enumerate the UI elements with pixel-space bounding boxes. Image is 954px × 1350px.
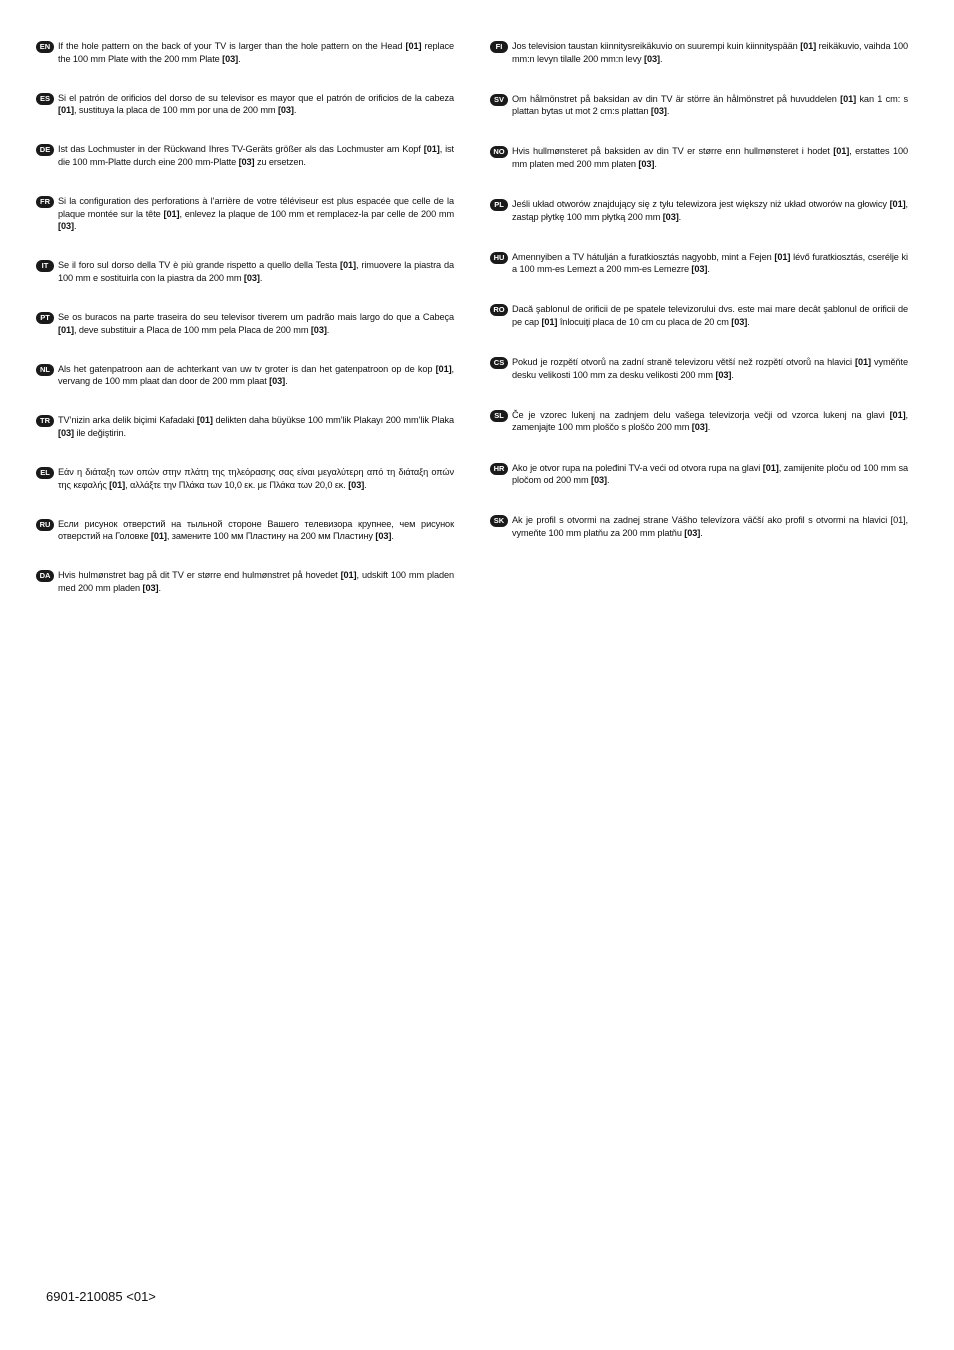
instruction-text: Dacă şablonul de orificii de pe spatele televizorului dvs. este mai mare decât şablonul de orificii de pe cap [512, 304, 908, 328]
instruction-text: , замените 100 мм Пластину на 200 мм Пластину [166, 531, 376, 542]
part-reference: [03] [684, 527, 701, 538]
instruction-text: Ist das Lochmuster in der Rückwand Ihres TV-Geräts größer als das Lochmuster am Kopf [58, 144, 424, 155]
part-reference: [03] [58, 428, 74, 438]
instruction-text: , deve substituir a Placa de 100 mm pela Placa de 200 mm [73, 324, 311, 335]
instruction-text: Si la configuration des perforations à l’arrière de votre téléviseur est plus espacée que celle de la plaque montée sur la tête [58, 196, 454, 219]
instruction-text: , enlevez la plaque de 100 mm et remplacez-la par celle de 200 mm [179, 208, 455, 219]
language-badge-fr: FR [36, 196, 54, 208]
instruction-text: , sustituya la placa de 100 mm por una de 200 mm [73, 105, 278, 116]
instruction-es [36, 92, 454, 117]
part-reference: [03] [691, 264, 708, 275]
instruction-text: . [326, 324, 330, 335]
part-reference: [01] [163, 208, 180, 219]
language-badge-pt: PT [36, 312, 54, 324]
instruction-text: delikten daha büyükse 100 mm’lik Plakayı 200 mm’lik Plaka [212, 415, 454, 426]
instruction-sl [490, 409, 908, 434]
part-reference: [01] [58, 324, 74, 335]
instruction-text: , zastąp płytkę 100 mm płytką 200 mm [512, 199, 908, 222]
instruction-text: . [238, 53, 241, 64]
part-reference: [03] [142, 583, 159, 594]
part-reference: [01] [435, 363, 452, 374]
instruction-pl [490, 198, 908, 223]
instruction-text: . [654, 158, 657, 169]
part-reference: [01] [423, 144, 440, 155]
language-badge-es: ES [36, 93, 54, 105]
instruction-text: Hvis hulmønstret bag på dit TV er større end hulmønstret på hovedet [58, 570, 341, 581]
instruction-ru [36, 518, 454, 543]
instruction-text: . [259, 272, 263, 283]
instruction-text: vyměňte desku velikosti 100 mm za desku velikosti 200 mm [512, 357, 908, 380]
language-badge-cs: CS [490, 357, 508, 369]
instruction-text: . [731, 369, 734, 380]
part-reference: [03] [348, 479, 365, 490]
instruction-text: Ako je otvor rupa na poleđini TV-a veći od otvora rupa na glavi [512, 462, 763, 473]
part-reference: [03] [715, 369, 732, 380]
instruction-text: , zamenjajte 100 mm ploščo s ploščo 200 mm [512, 409, 908, 433]
part-reference: [03] [691, 422, 708, 433]
part-reference: [03] [222, 53, 239, 64]
part-reference: [01] [109, 479, 126, 490]
instruction-it [36, 259, 454, 284]
instruction-text: . [700, 527, 703, 538]
instruction-text: zu ersetzen. [254, 156, 306, 167]
language-badge-hu: HU [490, 252, 508, 264]
instruction-no [490, 145, 908, 170]
instruction-text: . [606, 475, 610, 486]
part-reference: [01] [840, 93, 857, 104]
instruction-sk [490, 514, 908, 539]
language-badge-fi: FI [490, 41, 508, 53]
part-reference: [03] [58, 221, 74, 232]
language-badge-sv: SV [490, 94, 508, 106]
instruction-cs [490, 356, 908, 381]
instruction-text: . [293, 105, 297, 116]
part-reference: [01] [889, 409, 906, 420]
part-reference: [03] [269, 376, 286, 387]
part-reference: [03] [662, 211, 679, 222]
part-reference: [01] [196, 415, 213, 426]
language-badge-sl: SL [490, 410, 508, 422]
instruction-text: . [285, 376, 288, 387]
instruction-text: înlocuiţi placa de 10 cm cu placa de 20 cm [557, 317, 732, 328]
instruction-text: reikäkuvio, vaihda 100 mm:n levyn tilalle 200 mm:n levy [512, 41, 908, 64]
instruction-text: , zamijenite ploču od 100 mm sa pločom od 200 mm [512, 462, 908, 486]
part-reference: [03] [277, 105, 294, 116]
part-reference: [01] [541, 317, 558, 328]
instruction-en [36, 40, 454, 65]
instruction-text: Če je vzorec lukenj na zadnjem delu vašega televizorja večji od vzorca lukenj na glavi [512, 409, 890, 420]
instruction-text: replace the 100 mm Plate with the 200 mm Plate [58, 41, 454, 64]
instruction-text: Jeśli układ otworów znajdujący się z tyłu telewizora jest większy niż układ otworów na głowicy [512, 199, 890, 210]
language-badge-da: DA [36, 570, 54, 582]
instruction-text: . [364, 479, 367, 490]
instruction-text: Amennyiben a TV hátulján a furatkiosztás nagyobb, mint a Fejen [512, 251, 775, 262]
language-badge-nl: NL [36, 364, 54, 376]
part-reference: [01] [340, 570, 357, 581]
right-column [490, 40, 908, 567]
instruction-text: Als het gatenpatroon aan de achterkant van uw tv groter is dan het gatenpatroon op de kop [58, 363, 436, 374]
instruction-text: Jos television taustan kiinnitysreikäkuvio on suurempi kuin kiinnityspään [512, 41, 801, 51]
instruction-text: Se il foro sul dorso della TV è più grande rispetto a quello della Testa [58, 260, 341, 271]
part-reference: [01] [405, 41, 422, 51]
instruction-text: If the hole pattern on the back of your TV is larger than the hole pattern on the Head [58, 41, 406, 51]
part-reference: [03] [310, 324, 327, 335]
instruction-text: . [73, 221, 77, 232]
part-reference: [01] [833, 146, 850, 157]
instruction-text: , erstattes 100 mm platen med 200 mm platen [512, 146, 908, 169]
instruction-text: Om hålmönstret på baksidan av din TV är större än hålmönstret på huvuddelen [512, 93, 841, 104]
instruction-text: Se os buracos na parte traseira do seu televisor tiverem um padrão mais largo do que a Cabeça [58, 312, 454, 323]
instruction-el [36, 466, 454, 491]
part-reference: [01] [800, 41, 817, 51]
instruction-text: Ak je profil s otvormi na zadnej strane Vášho televízora väčší ako profil s otvormi na hlavici [01], vymeňte 100 mm platňu za 200 mm platňu [512, 515, 908, 538]
instruction-text: . [666, 106, 670, 117]
part-reference: [01] [58, 105, 74, 116]
part-reference: [01] [889, 199, 906, 210]
part-reference: [01] [340, 260, 356, 271]
instruction-pt [36, 311, 454, 336]
instruction-nl [36, 363, 454, 388]
instruction-text: Si el patrón de orificios del dorso de su televisor es mayor que el patrón de orificios de la cabeza [58, 92, 454, 103]
language-badge-no: NO [490, 146, 508, 158]
part-reference: [01] [762, 462, 779, 473]
instruction-text: Если рисунок отверстий на тыльной стороне Вашего телевизора крупнее, чем рисунок отверстий на Головке [58, 518, 454, 542]
instruction-hu [490, 251, 908, 276]
language-badge-hr: HR [490, 463, 508, 475]
instruction-text: , vervang de 100 mm plaat dan door de 200 mm plaat [58, 363, 454, 387]
language-badge-en: EN [36, 41, 54, 53]
instruction-text: ile değiştirin. [73, 428, 126, 438]
language-badge-tr: TR [36, 415, 54, 427]
instruction-text: . [158, 583, 161, 594]
instruction-fi [490, 40, 908, 65]
instruction-text: , udskift 100 mm pladen med 200 mm pladen [58, 570, 454, 594]
part-reference: [01] [855, 357, 871, 368]
part-reference: [01] [150, 531, 167, 542]
language-badge-de: DE [36, 144, 54, 156]
instruction-text: . [747, 317, 750, 328]
instruction-text: . [707, 422, 711, 433]
instruction-text: kan 1 cm: s plattan bytas ut mot 2 cm:s plattan [512, 93, 908, 117]
language-badge-ro: RO [490, 304, 508, 316]
instruction-da [36, 569, 454, 594]
part-reference: [03] [650, 106, 667, 117]
language-badge-pl: PL [490, 199, 508, 211]
language-badge-it: IT [36, 260, 54, 272]
language-badge-ru: RU [36, 519, 54, 531]
instruction-text: Εάν η διάταξη των οπών στην πλάτη της τηλεόρασης σας είναι μεγαλύτερη από τη διάταξη οπών της κεφαλής [58, 467, 454, 490]
document-number: 6901-210085 <01> [46, 1289, 156, 1304]
instruction-ro [490, 303, 908, 328]
part-reference: [03] [375, 531, 392, 542]
part-reference: [01] [774, 251, 791, 262]
instruction-text: lévő furatkiosztás, cserélje ki a 100 mm-es Lemezt a 200 mm-es Lemezre [512, 251, 908, 275]
instruction-de [36, 143, 454, 168]
instruction-text: , αλλάξτε την Πλάκα των 10,0 εκ. με Πλάκα των 20,0 εκ. [125, 479, 349, 490]
part-reference: [03] [644, 53, 660, 64]
instruction-text: Pokud je rozpětí otvorů na zadní straně televizoru větší než rozpětí otvorů na hlavici [512, 357, 855, 368]
part-reference: [03] [243, 272, 260, 283]
instruction-text: . [707, 264, 710, 275]
instruction-fr [36, 195, 454, 233]
language-badge-el: EL [36, 467, 54, 479]
instruction-text: . [678, 211, 682, 222]
instruction-text: , ist die 100 mm-Platte durch eine 200 mm-Platte [58, 144, 454, 167]
instruction-text: Hvis hullmønsteret på baksiden av din TV er større enn hullmønsteret i hodet [512, 146, 834, 157]
part-reference: [03] [238, 156, 255, 167]
instruction-text: TV’nizin arka delik biçimi Kafadaki [58, 415, 197, 426]
instruction-sv [490, 93, 908, 118]
part-reference: [03] [638, 158, 655, 169]
instruction-text: , rimuovere la piastra da 100 mm e sostituirla con la piastra da 200 mm [58, 260, 454, 283]
part-reference: [03] [731, 317, 748, 328]
instruction-tr [36, 414, 454, 439]
left-column [36, 40, 454, 621]
instruction-hr [490, 462, 908, 487]
instruction-text: . [659, 53, 663, 64]
language-badge-sk: SK [490, 515, 508, 527]
part-reference: [03] [590, 475, 607, 486]
instruction-text: . [391, 531, 394, 542]
